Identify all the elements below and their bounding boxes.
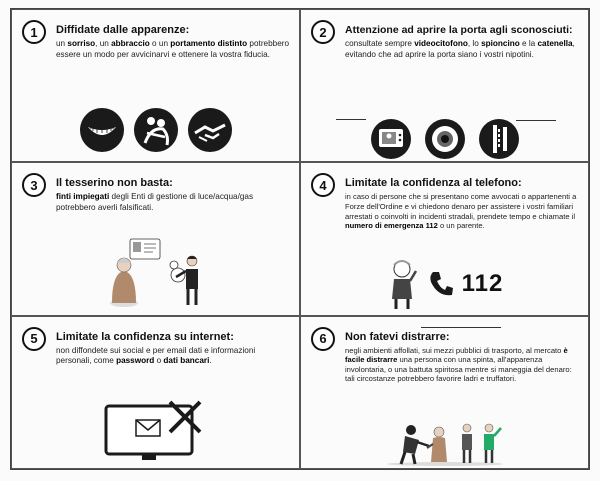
smile-icon [79,107,125,153]
panel-number: 6 [311,327,335,351]
panel-1 [11,9,300,162]
panel-title: Limitate la confidenza su internet: [56,330,234,343]
panel-number: 1 [22,20,46,44]
panel-body: non diffondete sui social e per email dati e informazioni personali, come password o dati bancari. [56,345,256,366]
panel-body: consultate sempre videocitofono, lo spioncino e la catenella, evitando che ad aprire la porta siano i vostri nipotini. [345,39,575,59]
panel-2 [300,9,589,162]
peephole-icon [421,117,469,159]
panel-5 [11,316,300,469]
hug-icon [133,107,179,153]
panel-title: Non fatevi distrarre: [345,330,450,343]
panel-3 [11,162,300,315]
panel-title: Limitate la confidenza al telefono: [345,177,522,190]
fake-badge-illustration [96,229,216,311]
phone-icon [428,270,454,298]
panel-body: un sorriso, un abbraccio o un portamento distinto potrebbero essere un modo per avvicinarvi e ottenere la vostra fiducia. [56,39,290,59]
panel-number: 4 [311,173,335,197]
panel-4 [300,162,589,315]
panel-6 [300,316,589,469]
computer-email-crossed-icon [96,398,216,464]
advice-grid [10,8,590,470]
door-chain-icon [475,117,523,159]
pickpocket-illustration [385,418,505,466]
panel-title: Il tesserino non basta: [56,177,173,190]
emergency-number: 112 [461,269,504,297]
panel-number: 2 [311,20,335,44]
elderly-man-icon [386,257,420,311]
panel-number: 3 [22,173,46,197]
panel-body: finti impiegati degli Enti di gestione di luce/acqua/gas potrebbero averli falsificati. [56,192,254,212]
panel-body: in caso di persone che si presentano come avvocati o appartenenti a Forze dell'Ordine e vi chiedono denaro per assistere i vostri familiari arrestati o coinvolti in incidenti stradali, prendete tempo e chiamate il numero di emergenza 112 o un parente. [345,192,577,231]
panel-title: Diffidate dalle apparenze: [56,24,190,36]
videointercom-icon [367,117,415,159]
handshake-icon [187,107,233,153]
panel-title: Attenzione ad aprire la porta agli sconosciuti: [345,24,573,36]
panel-number: 5 [22,327,46,351]
panel-body: negli ambienti affollati, sui mezzi pubblici di trasporto, al mercato è facile distrarre una persona con una spinta, all'apparenza involontaria, o una battuta spiritosa mentre si maneggia del denaro: tali circostanze potrebbero favorire ladri e truffatori. [345,345,572,384]
